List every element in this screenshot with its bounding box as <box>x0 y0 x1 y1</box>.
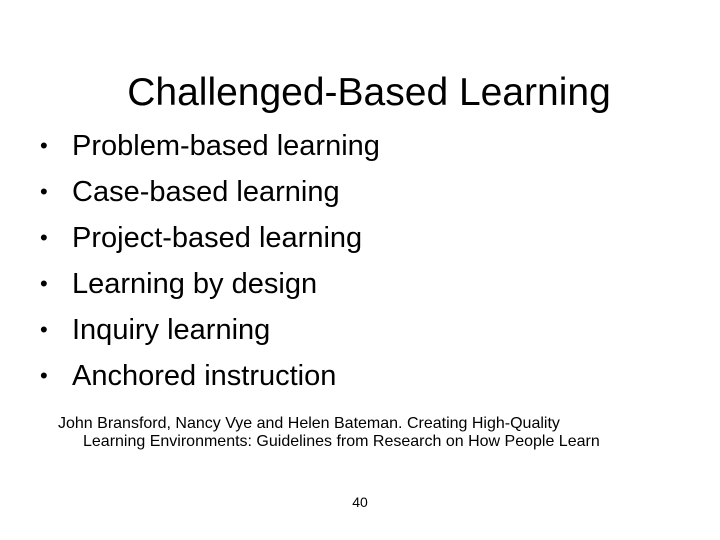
bullet-label: Inquiry learning <box>72 314 271 346</box>
bullet-list <box>40 123 380 399</box>
bullet-label: Project-based learning <box>72 222 363 254</box>
page-number: 40 <box>352 494 368 510</box>
citation-line-2: Learning Environments: Guidelines from Research on How People Learn <box>83 433 600 450</box>
bullet-dot-icon: • <box>40 133 48 158</box>
bullet-item <box>40 353 380 399</box>
bullet-dot-icon: • <box>40 317 48 342</box>
bullet-dot-icon: • <box>40 179 48 204</box>
bullet-label: Anchored instruction <box>72 360 337 392</box>
slide-title: Challenged-Based Learning <box>127 71 611 114</box>
bullet-item <box>40 123 380 169</box>
bullet-label: Learning by design <box>72 268 318 300</box>
bullet-item <box>40 307 380 353</box>
bullet-label: Case-based learning <box>72 176 340 208</box>
citation-line-1: John Bransford, Nancy Vye and Helen Bateman. Creating High-Quality <box>58 415 560 432</box>
bullet-item <box>40 261 380 307</box>
bullet-item <box>40 215 380 261</box>
bullet-label: Problem-based learning <box>72 130 380 162</box>
citation <box>58 415 678 451</box>
bullet-dot-icon: • <box>40 271 48 296</box>
bullet-dot-icon: • <box>40 225 48 250</box>
bullet-dot-icon: • <box>40 363 48 388</box>
bullet-item <box>40 169 380 215</box>
